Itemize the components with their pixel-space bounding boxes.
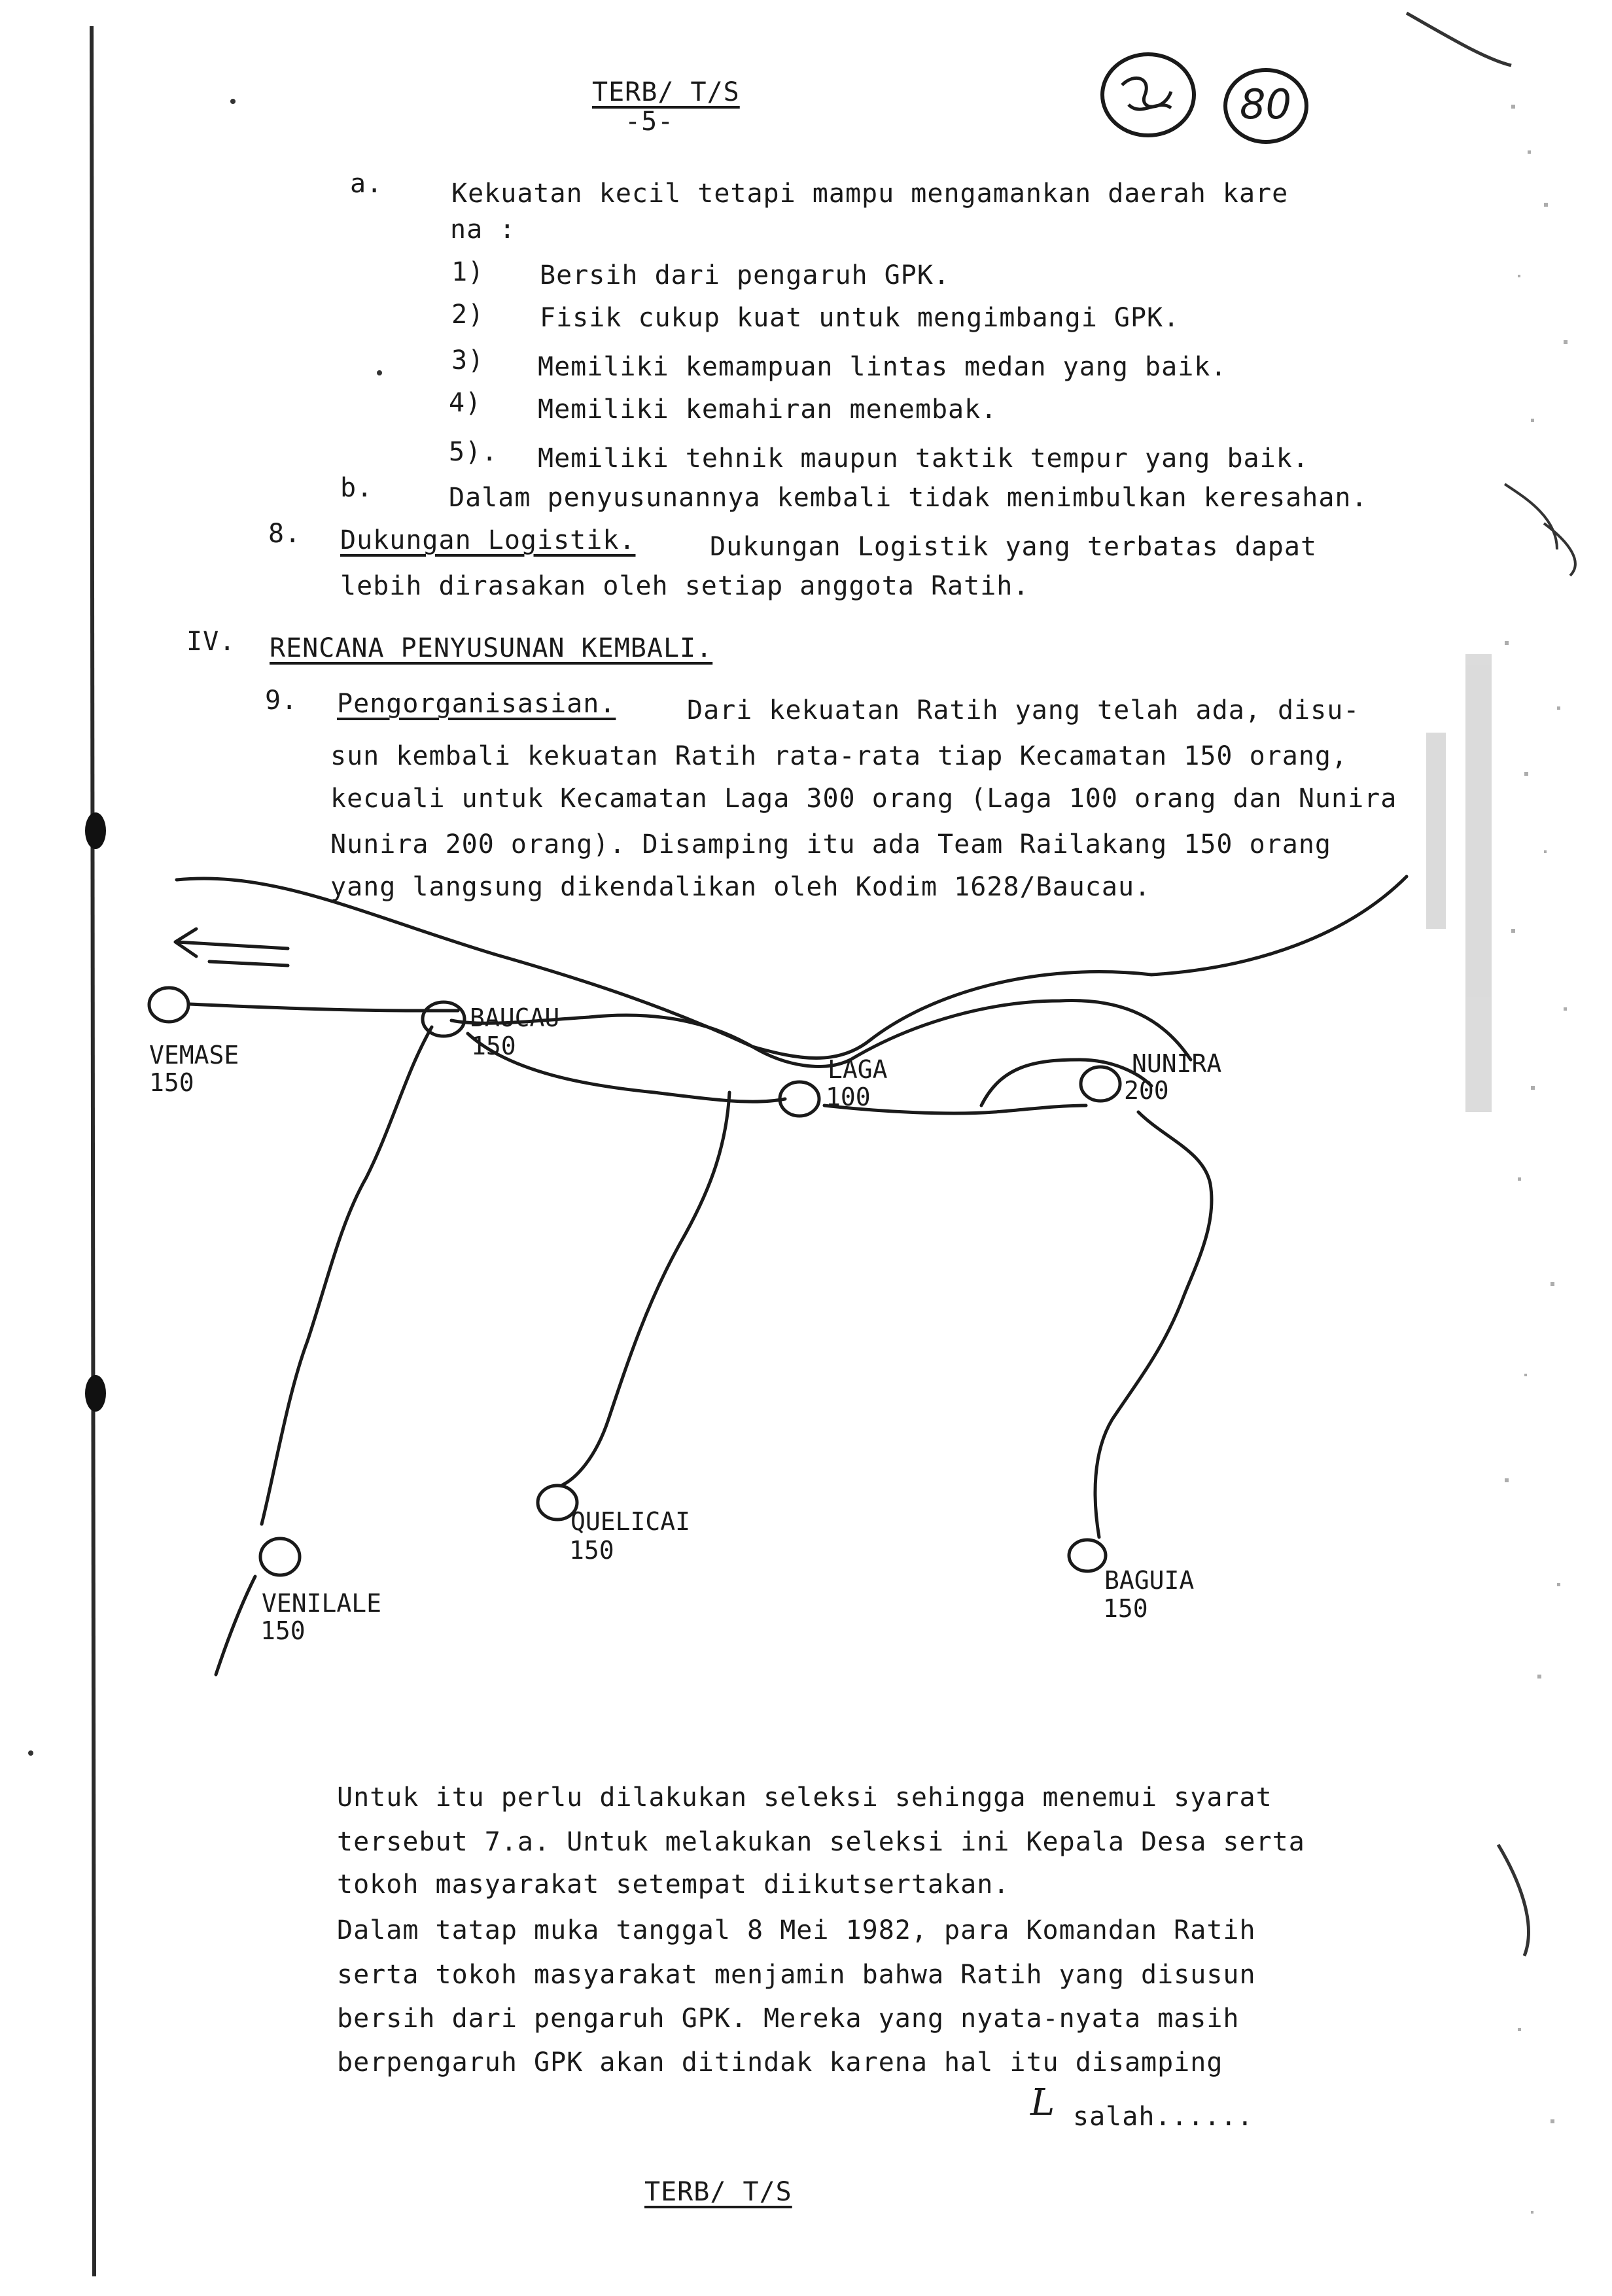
section-b-marker: b. xyxy=(340,473,374,503)
map-label-name: NUNIRA xyxy=(1132,1049,1222,1078)
section-a-line2: na : xyxy=(450,215,516,245)
coastline xyxy=(177,877,1407,1058)
town-marker-venilale xyxy=(260,1539,300,1575)
section-a-item-num: 5). xyxy=(449,437,499,467)
road-baguia xyxy=(1095,1112,1212,1537)
map-label-count: 150 xyxy=(569,1536,614,1565)
map-label-count: 150 xyxy=(1103,1594,1148,1623)
town-marker-nunira xyxy=(1081,1067,1120,1101)
town-marker-vemase xyxy=(149,988,188,1022)
closing-line: serta tokoh masyarakat menjamin bahwa Ratih yang disusun xyxy=(337,1960,1256,1990)
closing-line: tokoh masyarakat setempat diikutsertakan. xyxy=(337,1870,1010,1900)
section-a-item-text: Bersih dari pengaruh GPK. xyxy=(540,260,951,290)
closing-line: bersih dari pengaruh GPK. Mereka yang nyata-nyata masih xyxy=(337,2004,1240,2034)
map-label-name: BAGUIA xyxy=(1104,1566,1195,1595)
continuation-mark: L xyxy=(1030,2081,1055,2124)
section-b-text: Dalam penyusunannya kembali tidak menimbulkan keresahan. xyxy=(449,483,1368,513)
continuation-text: salah...... xyxy=(1073,2102,1253,2132)
map-label-name: VENILALE xyxy=(262,1589,382,1618)
section-iv-heading: RENCANA PENYUSUNAN KEMBALI. xyxy=(270,633,713,663)
item-9-line4: Nunira 200 orang). Disamping itu ada Team Railakang 150 orang xyxy=(330,829,1332,860)
item-8-number: 8. xyxy=(268,519,302,549)
item-8-line1: Dukungan Logistik yang terbatas dapat xyxy=(710,532,1318,562)
map-label-name: BAUCAU xyxy=(470,1003,560,1032)
town-marker-baguia xyxy=(1069,1540,1106,1571)
page-number: -5- xyxy=(625,107,675,137)
west-arrow xyxy=(177,942,288,948)
item-9-number: 9. xyxy=(265,686,298,716)
main-road xyxy=(190,1004,458,1011)
item-9-heading: Pengorganisasian. xyxy=(337,689,616,719)
section-a-line1: Kekuatan kecil tetapi mampu mengamankan daerah kare xyxy=(451,179,1289,209)
section-a-item-num: 2) xyxy=(451,300,485,330)
map-label-count: 200 xyxy=(1124,1076,1169,1105)
map-label-count: 100 xyxy=(826,1083,871,1111)
section-a-item-text: Fisik cukup kuat untuk mengimbangi GPK. xyxy=(540,303,1180,333)
stamp-number: 80 xyxy=(1240,80,1291,128)
footer-classification: TERB/ T/S xyxy=(644,2177,792,2207)
closing-line: tersebut 7.a. Untuk melakukan seleksi ini Kepala Desa serta xyxy=(337,1827,1305,1857)
map-label-count: 150 xyxy=(471,1032,516,1060)
road-venilale xyxy=(262,1027,432,1524)
item-9-line1: Dari kekuatan Ratih yang telah ada, disu- xyxy=(687,695,1360,725)
section-a-item-text: Memiliki kemahiran menembak. xyxy=(538,394,998,425)
closing-line: Dalam tatap muka tanggal 8 Mei 1982, para Komandan Ratih xyxy=(337,1915,1256,1945)
section-a-item-num: 4) xyxy=(449,388,482,418)
section-iv-numeral: IV. xyxy=(186,627,236,657)
item-9-line3: kecuali untuk Kecamatan Laga 300 orang (Laga 100 orang dan Nunira xyxy=(330,784,1397,814)
map-label-name: VEMASE xyxy=(149,1041,239,1070)
town-marker-baucau xyxy=(423,1002,464,1036)
header-classification: TERB/ T/S xyxy=(592,77,740,107)
item-9-line5: yang langsung dikendalikan oleh Kodim 1628/Baucau. xyxy=(330,872,1151,902)
section-a-item-num: 3) xyxy=(451,345,485,375)
map-label-count: 150 xyxy=(149,1068,194,1097)
item-9-line2: sun kembali kekuatan Ratih rata-rata tiap Kecamatan 150 orang, xyxy=(330,741,1348,771)
map-label-name: QUELICAI xyxy=(570,1507,691,1536)
closing-line: berpengaruh GPK akan ditindak karena hal itu disamping xyxy=(337,2047,1223,2078)
section-a-marker: a. xyxy=(350,169,383,199)
item-8-heading: Dukungan Logistik. xyxy=(340,525,636,555)
map-label-name: LAGA xyxy=(828,1055,888,1084)
section-a-item-num: 1) xyxy=(451,257,485,287)
map-label-count: 150 xyxy=(260,1616,306,1645)
road-quelicai xyxy=(563,1092,729,1485)
section-a-item-text: Memiliki tehnik maupun taktik tempur yang baik. xyxy=(538,444,1309,474)
closing-line: Untuk itu perlu dilakukan seleksi sehingga menemui syarat xyxy=(337,1783,1272,1813)
item-8-line2: lebih dirasakan oleh setiap anggota Ratih. xyxy=(340,571,1030,601)
section-a-item-text: Memiliki kemampuan lintas medan yang baik. xyxy=(538,352,1227,382)
